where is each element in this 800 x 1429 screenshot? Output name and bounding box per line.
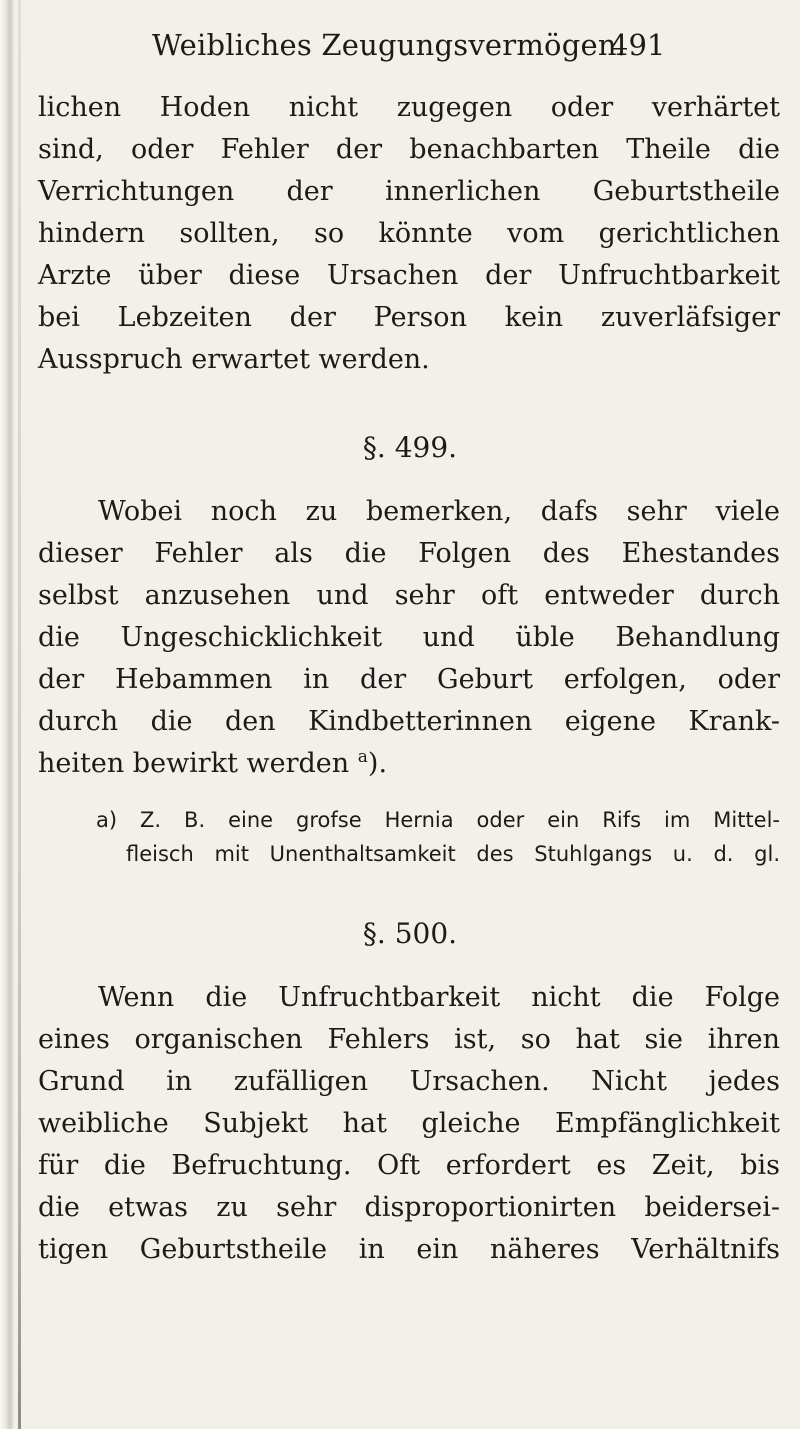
text-line: hindern sollten, so könnte vom gerichtlichen <box>38 218 780 249</box>
text-line: durch die den Kindbetterinnen eigene Krank- <box>38 706 780 737</box>
page-header <box>0 28 800 68</box>
footnote-marker-close: ). <box>367 748 388 779</box>
text-line: Arzte über diese Ursachen der Unfruchtbarkeit <box>38 260 780 291</box>
text-line: sind, oder Fehler der benachbarten Theile die <box>38 134 780 165</box>
page-number: 491 <box>610 28 666 62</box>
text-line: für die Befruchtung. Oft erfordert es Zeit, bis <box>38 1150 780 1181</box>
text-fragment: heiten bewirkt werden <box>38 748 350 779</box>
text-line: die etwas zu sehr disproportionirten beidersei- <box>38 1192 780 1223</box>
text-line: tigen Geburtstheile in ein näheres Verhältnifs <box>38 1234 780 1265</box>
text-line: bei Lebzeiten der Person kein zuverläfsiger <box>38 302 780 333</box>
text-line: selbst anzusehen und sehr oft entweder durch <box>38 580 780 611</box>
running-title: Weibliches Zeugungsvermögen. <box>152 28 627 62</box>
text-line: Grund in zufälligen Ursachen. Nicht jedes <box>38 1066 780 1097</box>
section-heading-499: §. 499. <box>362 431 458 464</box>
text-line: dieser Fehler als die Folgen des Ehestandes <box>38 538 780 569</box>
text-line: lichen Hoden nicht zugegen oder verhärtet <box>38 92 780 123</box>
footnote-marker: a <box>357 747 368 767</box>
text-line: Wenn die Unfruchtbarkeit nicht die Folge <box>98 982 780 1013</box>
footnote-line: a) Z. B. eine grofse Hernia oder ein Rifs im Mittel- <box>96 808 780 832</box>
footnote-line: fleisch mit Unenthaltsamkeit des Stuhlgangs u. d. gl. <box>126 842 780 866</box>
text-line: die Ungeschicklichkeit und üble Behandlung <box>38 622 780 653</box>
page-binding-edge <box>0 0 14 1429</box>
text-line: der Hebammen in der Geburt erfolgen, oder <box>38 664 780 695</box>
text-line-with-footnote <box>38 744 780 784</box>
binding-shadow <box>18 0 21 1429</box>
text-line: Wobei noch zu bemerken, dafs sehr viele <box>98 496 780 527</box>
section-heading-500: §. 500. <box>362 917 458 950</box>
text-line: weibliche Subjekt hat gleiche Empfänglichkeit <box>38 1108 780 1139</box>
text-line: Ausspruch erwartet werden. <box>38 344 430 375</box>
text-line: eines organischen Fehlers ist, so hat sie ihren <box>38 1024 780 1055</box>
text-line: Verrichtungen der innerlichen Geburtstheile <box>38 176 780 207</box>
